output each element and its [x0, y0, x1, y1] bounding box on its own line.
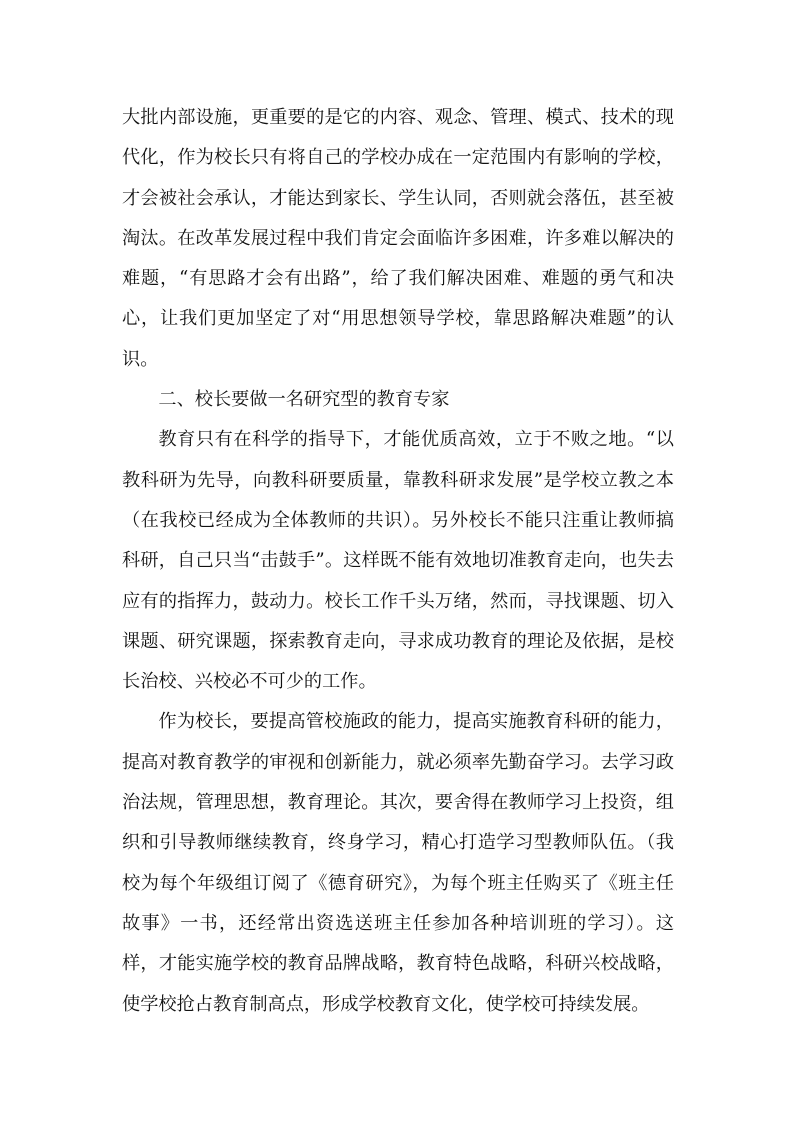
document-body — [122, 98, 674, 1025]
body-paragraph-2: 教育只有在科学的指导下，才能优质高效，立于不败之地。“以教科研为先导，向教科研要质量，靠教科研求发展”是学校立教之本（在我校已经成为全体教师的共识）。另外校长不能只注重让教师搞科研，自己只当“击鼓手”。这样既不能有效地切准教育走向，也失去应有的指挥力，鼓动力。校长工作千头万绪，然而，寻找课题、切入课题、研究课题，探索教育走向，寻求成功教育的理论及依据，是校长治校、兴校必不可少的工作。 — [122, 429, 674, 693]
section-heading-2: 二、校长要做一名研究型的教育专家 — [158, 389, 450, 411]
body-paragraph-1: 大批内部设施，更重要的是它的内容、观念、管理、模式、技术的现代化，作为校长只有将自己的学校办成在一定范围内有影响的学校，才会被社会承认，才能达到家长、学生认同，否则就会落伍，甚至被淘汰。在改革发展过程中我们肯定会面临许多困难，许多难以解决的难题，“有思路才会有出路”，给了我们解决困难、难题的勇气和决心，让我们更加坚定了对“用思想领导学校，靠思路解决难题”的认识。 — [122, 107, 674, 370]
body-paragraph-3: 作为校长，要提高管校施政的能力，提高实施教育科研的能力，提高对教育教学的审视和创新能力，就必须率先勤奋学习。去学习政治法规，管理思想，教育理论。其次，要舍得在教师学习上投资，组织和引导教师继续教育，终身学习，精心打造学习型教师队伍。（我校为每个年级组订阅了《德育研究》，为每个班主任购买了《班主任故事》一书，还经常出资选送班主任参加各种培训班的学习）。这样，才能实施学校的教育品牌战略，教育特色战略，科研兴校战略，使学校抢占教育制高点，形成学校教育文化，使学校可持续发展。 — [122, 711, 674, 1015]
